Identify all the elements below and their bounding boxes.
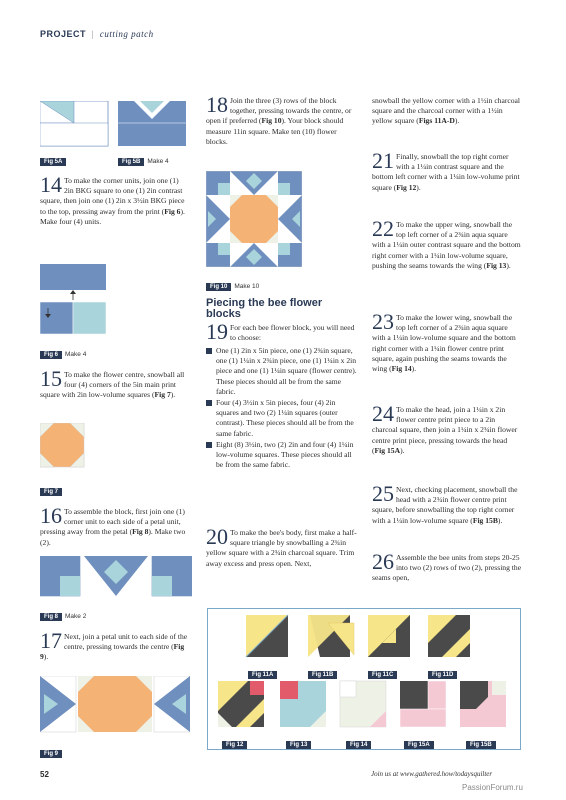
- fig15a-label: Fig 15A: [404, 741, 434, 749]
- list-item: Eight (8) 3½in, two (2) 2in and four (4) 1¼in low-volume squares. These pieces should all be from the same fabric.: [206, 440, 358, 471]
- step-22: [372, 216, 522, 271]
- fig11a-label: Fig 11A: [248, 671, 277, 679]
- step-21: [372, 148, 522, 193]
- fig9-label: Fig 9: [40, 750, 62, 758]
- fig-ref: Fig 9: [40, 642, 185, 662]
- fig10-label: Fig 10: [206, 283, 231, 291]
- step-15: [40, 366, 190, 401]
- fig11b-label: Fig 11B: [308, 671, 337, 679]
- fig15a-block: [400, 681, 446, 727]
- step-text: To make the upper wing, snowball the top left corner of a 2¾in aqua square with a 1¼in outer contrast square and the bottom right corner with a 1¼in low-volume square, pushing the seams towards the wing (: [372, 220, 521, 270]
- step-number: 15: [40, 366, 62, 391]
- fig-ref: Fig 12: [396, 182, 417, 192]
- fig-ref: Figs 11A-D: [418, 116, 455, 126]
- fig11c-label: Fig 11C: [368, 671, 397, 679]
- step-text: To make the lower wing, snowball the top left corner of a 2¾in aqua square with a 1¼in low-volume square and the bottom right corner with a 1¼in flower centre print square, again pushing the seams towards the wing (: [372, 313, 516, 374]
- fig5b-block: [118, 101, 186, 146]
- step-text-end: ).: [170, 390, 176, 400]
- fig6-make: Make 4: [65, 351, 87, 358]
- fig15b-block: [460, 681, 506, 727]
- fig12-block: [218, 681, 264, 727]
- petal-left: [40, 676, 76, 732]
- step-number: 26: [372, 549, 394, 574]
- step-text-end: ).: [506, 260, 511, 270]
- step-20: [206, 524, 358, 569]
- step-text: snowball the yellow corner with a 1½in charcoal square and the charcoal corner with a 1½in yellow square (: [372, 96, 521, 126]
- fig11d-label: Fig 11D: [428, 671, 457, 679]
- step-text: To make the corner units, join one (1) 2in BKG square to one (1) 2in contrast square, then join one (1) 2in x 3½in BKG piece to the top, pressing away from the print (: [40, 176, 185, 216]
- step-text: Finally, snowball the top right corner with a 1¼in contrast square and the bottom left corner with a 1¼in low-volume print square (: [372, 152, 520, 192]
- fig9-illustration: [40, 676, 190, 734]
- step-text: To make the bee's body, first make a half-square triangle by snowballing a 2¾in yellow square with a 2¾in charcoal square. Trim away excess and press open. Next,: [206, 528, 357, 568]
- fig13-block: [280, 681, 326, 727]
- step-text-end: ). Make four (4) units.: [40, 206, 185, 226]
- step-text-end: ).: [416, 182, 421, 192]
- materials-list: [206, 346, 358, 471]
- step-18: [206, 92, 358, 147]
- fig14-label: Fig 14: [346, 741, 371, 749]
- fig15b-label: Fig 15B: [466, 741, 496, 749]
- step-text: Next, checking placement, snowball the head with a 2¾in flower centre print square, before snowballing the top right corner with a 1¼in low-volume square (: [372, 485, 518, 525]
- step-text-end: ).: [43, 652, 49, 662]
- fig10-make: Make 10: [234, 283, 260, 290]
- fig11b-block: [308, 615, 354, 657]
- fig-ref: Fig 15B: [472, 515, 498, 525]
- step-16: [40, 503, 190, 548]
- fig5-make: Make 4: [147, 158, 169, 165]
- footer-url: Join us at www.gathered.how/todaysquilter: [371, 770, 493, 778]
- center-block: [78, 676, 152, 732]
- corner-unit-right: [152, 556, 192, 596]
- step-number: 16: [40, 503, 62, 528]
- step-number: 17: [40, 628, 62, 653]
- fig6-label: Fig 6: [40, 351, 62, 359]
- fig6-illustration: [40, 262, 110, 337]
- fig-ref: Fig 6: [164, 206, 181, 216]
- step-text-end: ). Your block should measure 11in square. Make ten (10) flower blocks.: [206, 116, 344, 146]
- fig13-label: Fig 13: [286, 741, 311, 749]
- step-23: [372, 309, 522, 374]
- fig10-illustration: [206, 171, 302, 267]
- step-text: Assemble the bee units from steps 20-25 into two (2) rows of two (2), pressing the seams open,: [372, 553, 522, 583]
- step-number: 24: [372, 401, 394, 426]
- fig8-make: Make 2: [65, 613, 87, 620]
- fig5-illustration: [40, 101, 190, 149]
- step-number: 23: [372, 309, 394, 334]
- step-text-end: ).: [454, 116, 460, 126]
- fig-ref: Fig 7: [154, 390, 171, 400]
- fig7-illustration: [40, 423, 86, 469]
- step-19: [206, 319, 358, 344]
- fig-ref: Fig 13: [486, 260, 507, 270]
- fig-ref: Fig 10: [261, 116, 282, 126]
- fig11c-block: [368, 615, 410, 657]
- fig11d-block: [428, 615, 470, 657]
- step-text-end: ).: [411, 364, 417, 374]
- step-17: [40, 628, 190, 663]
- bee-figures-panel: [207, 608, 521, 750]
- fig12-label: Fig 12: [222, 741, 247, 749]
- fig7-label: Fig 7: [40, 488, 62, 496]
- header-separator: |: [91, 29, 95, 39]
- step-14: [40, 172, 190, 227]
- step-text: To make the flower centre, snowball all four (4) corners of the 5in main print square with 2in low-volume squares (: [40, 370, 185, 400]
- fig8-illustration: [40, 556, 192, 600]
- step-26: [372, 549, 522, 584]
- step-text-end: ). Make two (2).: [40, 527, 186, 547]
- step-20-continued: [372, 96, 522, 127]
- step-text-end: ).: [400, 445, 405, 455]
- fig-ref: Fig 8: [132, 527, 149, 537]
- petal-unit: [84, 556, 148, 596]
- step-number: 19: [206, 319, 228, 344]
- fig5b-label: Fig 5B: [118, 158, 144, 166]
- step-number: 21: [372, 148, 394, 173]
- step-text: For each bee flower block, you will need to choose:: [230, 323, 355, 343]
- step-number: 14: [40, 172, 62, 197]
- fig14-block: [340, 681, 386, 727]
- fig5a-block: [40, 101, 108, 146]
- watermark: PassionForum.ru: [462, 783, 523, 792]
- step-number: 22: [372, 216, 394, 241]
- running-header: [40, 29, 154, 39]
- step-text-end: ).: [497, 515, 503, 525]
- step-number: 20: [206, 524, 228, 549]
- step-text: To make the head, join a 1¼in x 2in flower centre print piece to a 2in charcoal square, then join a 1¼in x 2¾in flower centre print piece, pressing towards the head (: [372, 405, 518, 455]
- header-project: PROJECT: [40, 29, 87, 39]
- fig8-label: Fig 8: [40, 613, 62, 621]
- step-text: Next, join a petal unit to each side of the centre, pressing towards the centre (: [64, 632, 188, 652]
- step-number: 18: [206, 92, 228, 117]
- fig5a-label: Fig 5A: [40, 158, 66, 166]
- step-24: [372, 401, 522, 456]
- page-number: 52: [40, 770, 49, 779]
- petal-right: [154, 676, 190, 732]
- fig-ref: Fig 15A: [374, 445, 401, 455]
- fig11a-block: [246, 615, 288, 657]
- corner-unit-left: [40, 556, 80, 596]
- step-text: To assemble the block, first join one (1) corner unit to each side of a petal unit, pressing away from the petal (: [40, 507, 185, 537]
- section-heading: Piecing the bee flower blocks: [206, 297, 323, 320]
- step-text: Join the three (3) rows of the block together, pressing towards the centre, or open if preferred (: [206, 96, 352, 126]
- step-number: 25: [372, 481, 394, 506]
- step-25: [372, 481, 522, 526]
- list-item: Four (4) 3½in x 5in pieces, four (4) 2in squares and two (2) 1¼in squares (outer contrast). These pieces should all be from the same fabric.: [206, 398, 358, 439]
- list-item: One (1) 2in x 5in piece, one (1) 2¾in square, one (1) 1¼in x 2¾in piece, one (1) 1¼in x 2in piece and one (1) 1¼in square (flower centre). These pieces should all be from the same fabric.: [206, 346, 358, 397]
- header-section: cutting patch: [99, 29, 154, 39]
- fig-ref: Fig 14: [391, 364, 412, 374]
